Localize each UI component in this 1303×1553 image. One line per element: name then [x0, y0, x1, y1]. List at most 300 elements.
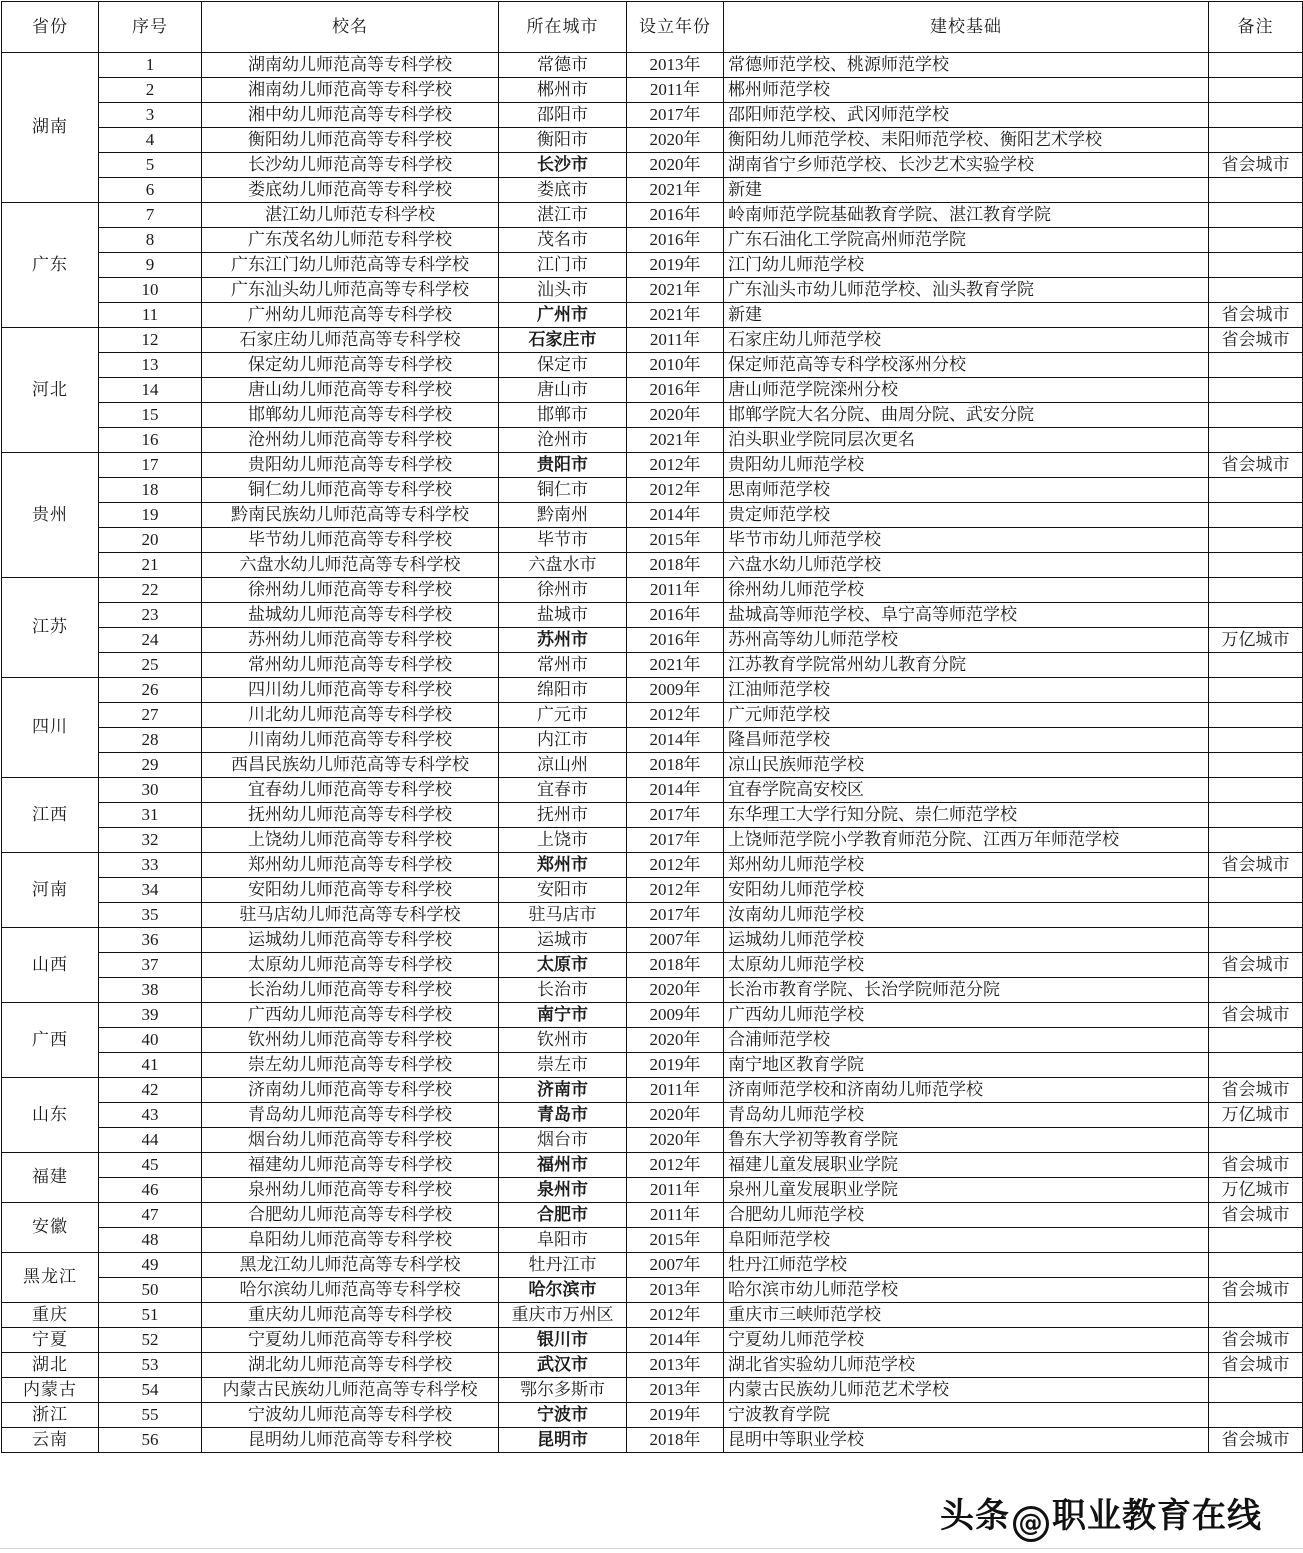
cell-school-name: 宁波幼儿师范高等专科学校: [202, 1403, 499, 1428]
cell-city: 合肥市: [499, 1203, 627, 1228]
cell-basis: 六盘水幼儿师范学校: [724, 553, 1209, 578]
cell-school-name: 宜春幼儿师范高等专科学校: [202, 778, 499, 803]
cell-basis: 徐州幼儿师范学校: [724, 578, 1209, 603]
cell-year: 2012年: [627, 878, 724, 903]
cell-note: 万亿城市: [1209, 1178, 1303, 1203]
cell-school-name: 济南幼儿师范高等专科学校: [202, 1078, 499, 1103]
table-row: [2, 803, 1303, 828]
cell-basis: 泉州儿童发展职业学院: [724, 1178, 1209, 1203]
cell-city: 抚州市: [499, 803, 627, 828]
header-row: [2, 2, 1303, 53]
cell-index: 9: [99, 253, 202, 278]
cell-province: 河南: [2, 853, 99, 928]
cell-year: 2013年: [627, 1278, 724, 1303]
table-row: [2, 378, 1303, 403]
table-row: [2, 1128, 1303, 1153]
cell-basis: 广东石油化工学院高州师范学院: [724, 228, 1209, 253]
cell-year: 2009年: [627, 1003, 724, 1028]
cell-basis: 牡丹江师范学校: [724, 1253, 1209, 1278]
table-row: [2, 778, 1303, 803]
cell-note: [1209, 603, 1303, 628]
cell-basis: 安阳幼儿师范学校: [724, 878, 1209, 903]
cell-year: 2015年: [627, 528, 724, 553]
cell-note: [1209, 978, 1303, 1003]
table-row: [2, 1303, 1303, 1328]
column-header-school: 校名: [202, 2, 499, 53]
cell-province: 黑龙江: [2, 1253, 99, 1303]
cell-index: 53: [99, 1353, 202, 1378]
cell-note: 万亿城市: [1209, 1103, 1303, 1128]
cell-year: 2019年: [627, 1053, 724, 1078]
cell-note: [1209, 403, 1303, 428]
cell-index: 54: [99, 1378, 202, 1403]
cell-province: 四川: [2, 678, 99, 778]
cell-note: [1209, 428, 1303, 453]
cell-year: 2012年: [627, 478, 724, 503]
cell-note: [1209, 1053, 1303, 1078]
cell-note: [1209, 1303, 1303, 1328]
cell-basis: 新建: [724, 303, 1209, 328]
table-row: [2, 1328, 1303, 1353]
cell-school-name: 钦州幼儿师范高等专科学校: [202, 1028, 499, 1053]
cell-basis: 湖北省实验幼儿师范学校: [724, 1353, 1209, 1378]
cell-index: 15: [99, 403, 202, 428]
cell-basis: 江苏教育学院常州幼儿教育分院: [724, 653, 1209, 678]
cell-year: 2011年: [627, 1178, 724, 1203]
watermark-prefix: 头条: [940, 1496, 1010, 1536]
cell-year: 2017年: [627, 828, 724, 853]
cell-note: [1209, 928, 1303, 953]
cell-province: 安徽: [2, 1203, 99, 1253]
cell-index: 39: [99, 1003, 202, 1028]
cell-basis: 毕节市幼儿师范学校: [724, 528, 1209, 553]
cell-province: 山西: [2, 928, 99, 1003]
cell-basis: 苏州高等幼儿师范学校: [724, 628, 1209, 653]
cell-school-name: 川南幼儿师范高等专科学校: [202, 728, 499, 753]
cell-year: 2014年: [627, 778, 724, 803]
cell-city: 烟台市: [499, 1128, 627, 1153]
table-row: [2, 303, 1303, 328]
cell-city: 石家庄市: [499, 328, 627, 353]
cell-note: [1209, 1378, 1303, 1403]
cell-basis: 泊头职业学院同层次更名: [724, 428, 1209, 453]
table-row: [2, 1203, 1303, 1228]
cell-school-name: 苏州幼儿师范高等专科学校: [202, 628, 499, 653]
cell-school-name: 石家庄幼儿师范高等专科学校: [202, 328, 499, 353]
cell-school-name: 长沙幼儿师范高等专科学校: [202, 153, 499, 178]
cell-year: 2021年: [627, 178, 724, 203]
cell-school-name: 川北幼儿师范高等专科学校: [202, 703, 499, 728]
cell-year: 2017年: [627, 803, 724, 828]
cell-year: 2016年: [627, 603, 724, 628]
cell-note: [1209, 653, 1303, 678]
cell-school-name: 运城幼儿师范高等专科学校: [202, 928, 499, 953]
table-row: [2, 478, 1303, 503]
cell-school-name: 铜仁幼儿师范高等专科学校: [202, 478, 499, 503]
cell-province: 山东: [2, 1078, 99, 1153]
table-row: [2, 453, 1303, 478]
cell-index: 30: [99, 778, 202, 803]
cell-city: 娄底市: [499, 178, 627, 203]
cell-basis: 鲁东大学初等教育学院: [724, 1128, 1209, 1153]
cell-year: 2014年: [627, 728, 724, 753]
cell-basis: 江油师范学校: [724, 678, 1209, 703]
table-body: [2, 53, 1303, 1453]
cell-city: 凉山州: [499, 753, 627, 778]
cell-school-name: 黑龙江幼儿师范高等专科学校: [202, 1253, 499, 1278]
cell-province: 云南: [2, 1428, 99, 1453]
watermark-suffix: 职业教育在线: [1052, 1496, 1262, 1536]
cell-year: 2011年: [627, 1203, 724, 1228]
watermark-at-icon: @: [1013, 1506, 1049, 1542]
cell-note: 省会城市: [1209, 1003, 1303, 1028]
cell-note: [1209, 1228, 1303, 1253]
cell-note: [1209, 278, 1303, 303]
table-row: [2, 1353, 1303, 1378]
table-row: [2, 1028, 1303, 1053]
cell-school-name: 湛江幼儿师范专科学校: [202, 203, 499, 228]
cell-index: 24: [99, 628, 202, 653]
cell-basis: 广西幼儿师范学校: [724, 1003, 1209, 1028]
cell-index: 46: [99, 1178, 202, 1203]
column-header-province: 省份: [2, 2, 99, 53]
cell-school-name: 郑州幼儿师范高等专科学校: [202, 853, 499, 878]
column-header-index: 序号: [99, 2, 202, 53]
cell-basis: 青岛幼儿师范学校: [724, 1103, 1209, 1128]
cell-year: 2013年: [627, 1378, 724, 1403]
cell-note: [1209, 903, 1303, 928]
cell-basis: 石家庄幼儿师范学校: [724, 328, 1209, 353]
cell-year: 2016年: [627, 378, 724, 403]
cell-year: 2016年: [627, 228, 724, 253]
cell-city: 青岛市: [499, 1103, 627, 1128]
cell-basis: 贵定师范学校: [724, 503, 1209, 528]
column-header-year: 设立年份: [627, 2, 724, 53]
cell-index: 56: [99, 1428, 202, 1453]
cell-city: 哈尔滨市: [499, 1278, 627, 1303]
cell-basis: 宁波教育学院: [724, 1403, 1209, 1428]
cell-year: 2018年: [627, 753, 724, 778]
cell-basis: 广元师范学校: [724, 703, 1209, 728]
cell-city: 钦州市: [499, 1028, 627, 1053]
cell-note: [1209, 878, 1303, 903]
cell-basis: 长治市教育学院、长治学院师范分院: [724, 978, 1209, 1003]
table-row: [2, 753, 1303, 778]
cell-year: 2021年: [627, 428, 724, 453]
cell-year: 2009年: [627, 678, 724, 703]
cell-basis: 运城幼儿师范学校: [724, 928, 1209, 953]
cell-school-name: 合肥幼儿师范高等专科学校: [202, 1203, 499, 1228]
table-row: [2, 353, 1303, 378]
cell-year: 2017年: [627, 903, 724, 928]
cell-city: 郑州市: [499, 853, 627, 878]
table-row: [2, 253, 1303, 278]
cell-year: 2011年: [627, 1078, 724, 1103]
cell-index: 31: [99, 803, 202, 828]
cell-city: 福州市: [499, 1153, 627, 1178]
cell-year: 2020年: [627, 978, 724, 1003]
cell-index: 40: [99, 1028, 202, 1053]
column-header-city: 所在城市: [499, 2, 627, 53]
cell-school-name: 广东江门幼儿师范高等专科学校: [202, 253, 499, 278]
column-header-basis: 建校基础: [724, 2, 1209, 53]
cell-school-name: 盐城幼儿师范高等专科学校: [202, 603, 499, 628]
cell-note: [1209, 703, 1303, 728]
cell-index: 17: [99, 453, 202, 478]
cell-basis: 盐城高等师范学校、阜宁高等师范学校: [724, 603, 1209, 628]
cell-basis: 广东汕头市幼儿师范学校、汕头教育学院: [724, 278, 1209, 303]
cell-year: 2013年: [627, 53, 724, 78]
cell-school-name: 重庆幼儿师范高等专科学校: [202, 1303, 499, 1328]
cell-school-name: 太原幼儿师范高等专科学校: [202, 953, 499, 978]
cell-school-name: 黔南民族幼儿师范高等专科学校: [202, 503, 499, 528]
table-row: [2, 903, 1303, 928]
cell-basis: 岭南师范学院基础教育学院、湛江教育学院: [724, 203, 1209, 228]
table-row: [2, 1178, 1303, 1203]
cell-city: 邵阳市: [499, 103, 627, 128]
cell-city: 衡阳市: [499, 128, 627, 153]
cell-index: 13: [99, 353, 202, 378]
table-header: [2, 2, 1303, 53]
cell-index: 36: [99, 928, 202, 953]
cell-school-name: 毕节幼儿师范高等专科学校: [202, 528, 499, 553]
cell-note: [1209, 1128, 1303, 1153]
cell-province: 内蒙古: [2, 1378, 99, 1403]
cell-basis: 常德师范学校、桃源师范学校: [724, 53, 1209, 78]
cell-school-name: 泉州幼儿师范高等专科学校: [202, 1178, 499, 1203]
cell-index: 35: [99, 903, 202, 928]
cell-basis: 邵阳师范学校、武冈师范学校: [724, 103, 1209, 128]
cell-year: 2018年: [627, 953, 724, 978]
cell-school-name: 驻马店幼儿师范高等专科学校: [202, 903, 499, 928]
table-row: [2, 178, 1303, 203]
cell-index: 19: [99, 503, 202, 528]
cell-index: 37: [99, 953, 202, 978]
table-row: [2, 578, 1303, 603]
cell-index: 14: [99, 378, 202, 403]
cell-school-name: 烟台幼儿师范高等专科学校: [202, 1128, 499, 1153]
cell-basis: 宁夏幼儿师范学校: [724, 1328, 1209, 1353]
table-row: [2, 928, 1303, 953]
cell-city: 徐州市: [499, 578, 627, 603]
watermark: [940, 1488, 1262, 1542]
table-row: [2, 1228, 1303, 1253]
cell-city: 重庆市万州区: [499, 1303, 627, 1328]
cell-index: 18: [99, 478, 202, 503]
table-row: [2, 228, 1303, 253]
cell-school-name: 保定幼儿师范高等专科学校: [202, 353, 499, 378]
cell-basis: 邯郸学院大名分院、曲周分院、武安分院: [724, 403, 1209, 428]
cell-city: 铜仁市: [499, 478, 627, 503]
table-row: [2, 1103, 1303, 1128]
cell-year: 2007年: [627, 928, 724, 953]
cell-school-name: 沧州幼儿师范高等专科学校: [202, 428, 499, 453]
table-row: [2, 78, 1303, 103]
cell-city: 宜春市: [499, 778, 627, 803]
cell-city: 沧州市: [499, 428, 627, 453]
cell-year: 2014年: [627, 1328, 724, 1353]
cell-school-name: 六盘水幼儿师范高等专科学校: [202, 553, 499, 578]
cell-basis: 昆明中等职业学校: [724, 1428, 1209, 1453]
table-row: [2, 153, 1303, 178]
cell-province: 贵州: [2, 453, 99, 578]
cell-note: [1209, 553, 1303, 578]
cell-basis: 重庆市三峡师范学校: [724, 1303, 1209, 1328]
cell-year: 2019年: [627, 1403, 724, 1428]
cell-basis: 唐山师范学院滦州分校: [724, 378, 1209, 403]
cell-school-name: 湖南幼儿师范高等专科学校: [202, 53, 499, 78]
table-row: [2, 828, 1303, 853]
cell-index: 48: [99, 1228, 202, 1253]
cell-note: [1209, 253, 1303, 278]
cell-note: [1209, 1028, 1303, 1053]
cell-year: 2011年: [627, 328, 724, 353]
schools-table: [1, 1, 1303, 1453]
table-row: [2, 978, 1303, 1003]
cell-index: 38: [99, 978, 202, 1003]
table-row: [2, 53, 1303, 78]
cell-note: 省会城市: [1209, 953, 1303, 978]
cell-note: 省会城市: [1209, 853, 1303, 878]
cell-index: 6: [99, 178, 202, 203]
cell-school-name: 四川幼儿师范高等专科学校: [202, 678, 499, 703]
cell-school-name: 哈尔滨幼儿师范高等专科学校: [202, 1278, 499, 1303]
cell-index: 55: [99, 1403, 202, 1428]
table-row: [2, 728, 1303, 753]
cell-index: 41: [99, 1053, 202, 1078]
cell-city: 江门市: [499, 253, 627, 278]
cell-city: 安阳市: [499, 878, 627, 903]
cell-school-name: 湘南幼儿师范高等专科学校: [202, 78, 499, 103]
table-row: [2, 678, 1303, 703]
table-row: [2, 1378, 1303, 1403]
cell-school-name: 邯郸幼儿师范高等专科学校: [202, 403, 499, 428]
cell-index: 43: [99, 1103, 202, 1128]
table-row: [2, 603, 1303, 628]
table-row: [2, 278, 1303, 303]
cell-year: 2012年: [627, 453, 724, 478]
cell-index: 47: [99, 1203, 202, 1228]
cell-school-name: 抚州幼儿师范高等专科学校: [202, 803, 499, 828]
table-row: [2, 628, 1303, 653]
cell-province: 广西: [2, 1003, 99, 1078]
table-row: [2, 103, 1303, 128]
cell-index: 1: [99, 53, 202, 78]
cell-province: 浙江: [2, 1403, 99, 1428]
cell-city: 牡丹江市: [499, 1253, 627, 1278]
cell-city: 常州市: [499, 653, 627, 678]
cell-school-name: 衡阳幼儿师范高等专科学校: [202, 128, 499, 153]
cell-basis: 阜阳师范学校: [724, 1228, 1209, 1253]
cell-school-name: 广东汕头幼儿师范高等专科学校: [202, 278, 499, 303]
cell-year: 2020年: [627, 403, 724, 428]
cell-index: 5: [99, 153, 202, 178]
cell-school-name: 青岛幼儿师范高等专科学校: [202, 1103, 499, 1128]
cell-note: 省会城市: [1209, 1278, 1303, 1303]
table-row: [2, 1278, 1303, 1303]
cell-year: 2020年: [627, 1103, 724, 1128]
cell-index: 28: [99, 728, 202, 753]
cell-basis: 保定师范高等专科学校涿州分校: [724, 353, 1209, 378]
cell-city: 郴州市: [499, 78, 627, 103]
cell-note: [1209, 528, 1303, 553]
cell-province: 江苏: [2, 578, 99, 678]
cell-year: 2020年: [627, 1028, 724, 1053]
cell-city: 贵阳市: [499, 453, 627, 478]
table-row: [2, 328, 1303, 353]
cell-basis: 内蒙古民族幼儿师范艺术学校: [724, 1378, 1209, 1403]
cell-basis: 衡阳幼儿师范学校、耒阳师范学校、衡阳艺术学校: [724, 128, 1209, 153]
cell-city: 驻马店市: [499, 903, 627, 928]
cell-school-name: 广东茂名幼儿师范专科学校: [202, 228, 499, 253]
cell-index: 21: [99, 553, 202, 578]
table-row: [2, 1153, 1303, 1178]
cell-note: 省会城市: [1209, 1328, 1303, 1353]
cell-city: 广元市: [499, 703, 627, 728]
cell-city: 太原市: [499, 953, 627, 978]
cell-note: [1209, 203, 1303, 228]
cell-city: 唐山市: [499, 378, 627, 403]
cell-city: 常德市: [499, 53, 627, 78]
table-row: [2, 653, 1303, 678]
table-row: [2, 203, 1303, 228]
cell-school-name: 长治幼儿师范高等专科学校: [202, 978, 499, 1003]
cell-city: 银川市: [499, 1328, 627, 1353]
cell-city: 毕节市: [499, 528, 627, 553]
cell-basis: 湖南省宁乡师范学校、长沙艺术实验学校: [724, 153, 1209, 178]
cell-school-name: 娄底幼儿师范高等专科学校: [202, 178, 499, 203]
cell-city: 绵阳市: [499, 678, 627, 703]
cell-note: 省会城市: [1209, 1203, 1303, 1228]
cell-school-name: 安阳幼儿师范高等专科学校: [202, 878, 499, 903]
cell-school-name: 湖北幼儿师范高等专科学校: [202, 1353, 499, 1378]
table-row: [2, 503, 1303, 528]
table-row: [2, 1078, 1303, 1103]
cell-school-name: 阜阳幼儿师范高等专科学校: [202, 1228, 499, 1253]
cell-city: 黔南州: [499, 503, 627, 528]
cell-note: [1209, 503, 1303, 528]
cell-basis: 南宁地区教育学院: [724, 1053, 1209, 1078]
cell-note: [1209, 1253, 1303, 1278]
cell-note: [1209, 103, 1303, 128]
cell-index: 29: [99, 753, 202, 778]
table-row: [2, 1003, 1303, 1028]
cell-province: 河北: [2, 328, 99, 453]
cell-note: [1209, 128, 1303, 153]
cell-note: [1209, 478, 1303, 503]
cell-basis: 思南师范学校: [724, 478, 1209, 503]
cell-note: [1209, 803, 1303, 828]
cell-basis: 凉山民族师范学校: [724, 753, 1209, 778]
cell-year: 2007年: [627, 1253, 724, 1278]
cell-index: 25: [99, 653, 202, 678]
cell-index: 33: [99, 853, 202, 878]
table-row: [2, 853, 1303, 878]
cell-city: 湛江市: [499, 203, 627, 228]
cell-province: 重庆: [2, 1303, 99, 1328]
cell-year: 2021年: [627, 303, 724, 328]
cell-basis: 江门幼儿师范学校: [724, 253, 1209, 278]
table-row: [2, 528, 1303, 553]
cell-index: 26: [99, 678, 202, 703]
table-row: [2, 953, 1303, 978]
cell-note: [1209, 78, 1303, 103]
cell-year: 2014年: [627, 503, 724, 528]
cell-school-name: 内蒙古民族幼儿师范高等专科学校: [202, 1378, 499, 1403]
cell-province: 湖南: [2, 53, 99, 203]
cell-note: [1209, 353, 1303, 378]
cell-city: 阜阳市: [499, 1228, 627, 1253]
